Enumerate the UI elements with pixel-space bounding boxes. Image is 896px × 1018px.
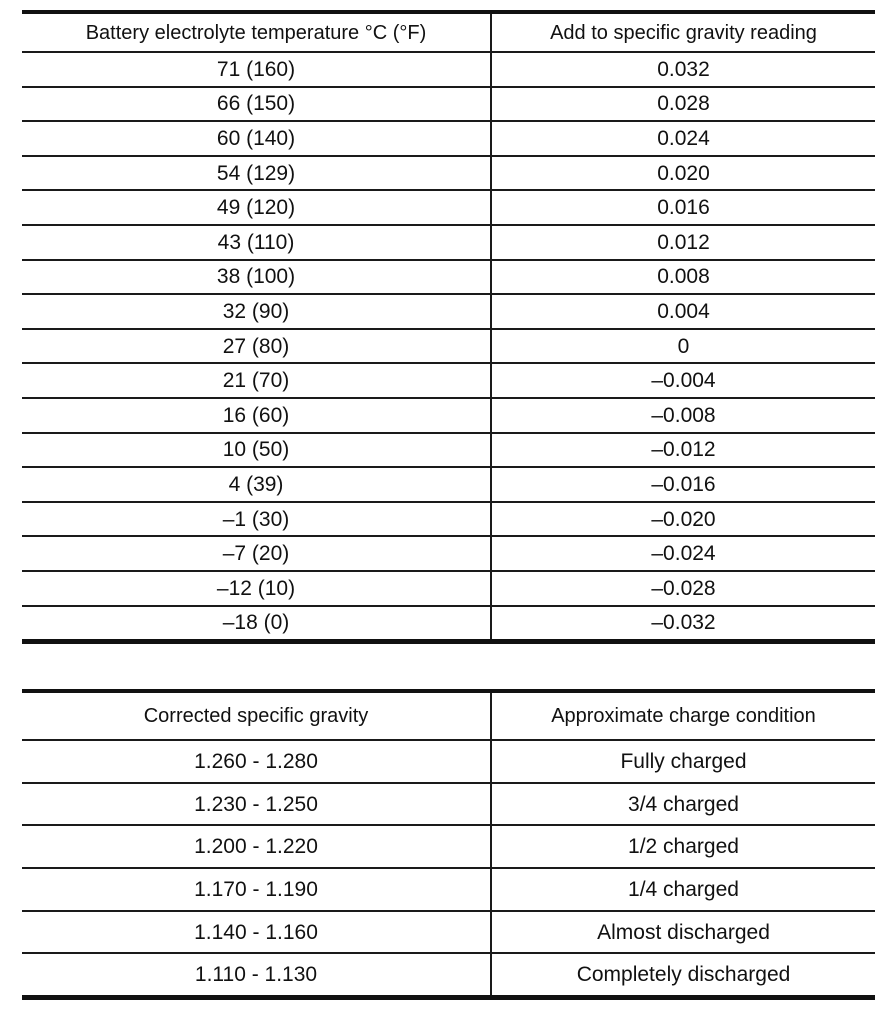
table-cell: 38 (100) [22,260,491,295]
table-cell: 66 (150) [22,87,491,122]
table-cell: 0.032 [491,52,875,87]
column-header-corrected-gravity: Corrected specific gravity [22,691,491,740]
table-row [22,190,875,225]
table-row [22,911,875,954]
temperature-correction-table [22,10,875,644]
table-cell: 10 (50) [22,433,491,468]
table-row [22,467,875,502]
column-header-gravity-adjustment: Add to specific gravity reading [491,12,875,52]
table-row [22,502,875,537]
column-header-charge-condition: Approximate charge condition [491,691,875,740]
table-row [22,52,875,87]
table-row [22,156,875,191]
table-cell: 49 (120) [22,190,491,225]
table-row [22,260,875,295]
table-row [22,606,875,642]
table-cell: 0.028 [491,87,875,122]
table-cell: 0 [491,329,875,364]
table-cell: Completely discharged [491,953,875,997]
table-header-row [22,12,875,52]
column-header-temperature: Battery electrolyte temperature °C (°F) [22,12,491,52]
table-row [22,329,875,364]
table-row [22,121,875,156]
table-cell: Fully charged [491,740,875,783]
table-cell: 1.110 - 1.130 [22,953,491,997]
table-row [22,783,875,826]
charge-table-body [22,740,875,998]
table-row [22,225,875,260]
table-cell: –12 (10) [22,571,491,606]
table-row [22,868,875,911]
table-cell: 21 (70) [22,363,491,398]
table-cell: 1/2 charged [491,825,875,868]
charge-condition-table [22,689,875,1000]
table-cell: –0.032 [491,606,875,642]
table-cell: –0.024 [491,536,875,571]
table-cell: –0.016 [491,467,875,502]
table-row [22,953,875,997]
table-cell: 1.230 - 1.250 [22,783,491,826]
table-cell: 60 (140) [22,121,491,156]
table-cell: –0.012 [491,433,875,468]
table-cell: –18 (0) [22,606,491,642]
table-cell: –1 (30) [22,502,491,537]
table-header-row [22,691,875,740]
temperature-table-body [22,52,875,641]
table-cell: 1.260 - 1.280 [22,740,491,783]
table-cell: –7 (20) [22,536,491,571]
table-row [22,363,875,398]
table-row [22,87,875,122]
table-cell: 1.140 - 1.160 [22,911,491,954]
table-cell: 43 (110) [22,225,491,260]
table-cell: 16 (60) [22,398,491,433]
table-row [22,740,875,783]
table-cell: –0.004 [491,363,875,398]
table-cell: 0.020 [491,156,875,191]
table-cell: 27 (80) [22,329,491,364]
table-cell: 0.016 [491,190,875,225]
table-cell: 1.170 - 1.190 [22,868,491,911]
table-cell: 4 (39) [22,467,491,502]
table-row [22,398,875,433]
table-cell: 0.008 [491,260,875,295]
table-cell: 32 (90) [22,294,491,329]
table-cell: 1/4 charged [491,868,875,911]
table-cell: 0.024 [491,121,875,156]
table-row [22,571,875,606]
table-cell: –0.028 [491,571,875,606]
table-cell: –0.020 [491,502,875,537]
table-cell: 0.012 [491,225,875,260]
table-cell: 1.200 - 1.220 [22,825,491,868]
table-cell: 54 (129) [22,156,491,191]
table-cell: –0.008 [491,398,875,433]
table-cell: 0.004 [491,294,875,329]
table-cell: 71 (160) [22,52,491,87]
table-row [22,294,875,329]
table-row [22,433,875,468]
table-cell: 3/4 charged [491,783,875,826]
table-cell: Almost discharged [491,911,875,954]
table-row [22,825,875,868]
table-row [22,536,875,571]
